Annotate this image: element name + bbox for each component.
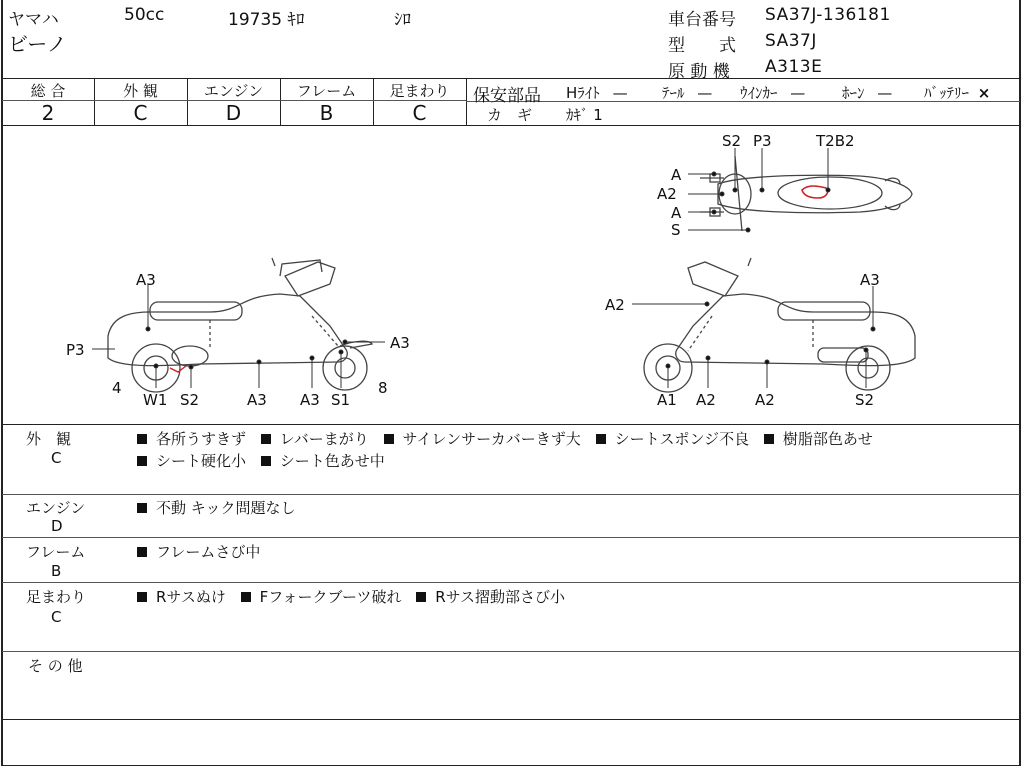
- label-left-a3-body: A3: [247, 391, 267, 409]
- label-top-a3: A: [671, 204, 682, 222]
- grade-frame-label: フレーム: [296, 82, 357, 100]
- damage-mark-left: [170, 366, 186, 372]
- remark-suspension-grade: C: [51, 608, 62, 626]
- label-right-s2: S2: [855, 391, 875, 409]
- remark-engine-cat: エンジン: [26, 499, 86, 517]
- label-left-a3-seat: A3: [136, 271, 156, 289]
- type: SA37J: [765, 31, 817, 51]
- color: ｼﾛ: [394, 10, 411, 30]
- safety-tail: ﾃｰﾙ —: [662, 84, 713, 102]
- label-top-a1: A: [671, 166, 682, 184]
- grade-engine-label: エンジン: [203, 82, 264, 100]
- grade-frame-value: B: [319, 101, 334, 125]
- label-top-p3: P3: [753, 132, 772, 150]
- grade-suspension-value: C: [412, 101, 427, 125]
- frame-no-label: 車台番号: [668, 10, 736, 30]
- engine: A313E: [765, 57, 823, 77]
- remark-frame-cat: フレーム: [26, 543, 86, 561]
- label-left-s2: S2: [180, 391, 200, 409]
- label-right-a1: A1: [657, 391, 677, 409]
- remark-suspension-cat: 足まわり: [26, 588, 87, 606]
- key-value: ｶｷﾞ 1: [566, 106, 603, 124]
- safety-battery: ﾊﾞｯﾃﾘｰ ×: [924, 84, 991, 102]
- label-top-s: S: [671, 221, 681, 239]
- safety-headlight: Hﾗｲﾄ —: [566, 84, 628, 102]
- remark-engine-line-1: 不動 キック問題なし: [137, 497, 305, 518]
- remark-frame-line-1: フレームさび中: [137, 541, 270, 562]
- safety-label: 保安部品: [473, 86, 541, 106]
- label-left-a3-front: A3: [390, 334, 410, 352]
- label-right-a2-front: A2: [605, 296, 625, 314]
- key-label: カ ギ: [487, 106, 533, 124]
- remark-suspension-line-1: Rサスぬけ Fフォークブーツ破れ Rサス摺動部さび小: [137, 586, 575, 607]
- grade-engine-value: D: [225, 101, 242, 125]
- mileage: 19735 ｷﾛ: [228, 10, 305, 30]
- label-left-a3-floor: A3: [300, 391, 320, 409]
- label-left-4: 4: [112, 379, 122, 397]
- scooter-diagram: [0, 126, 1024, 424]
- remark-exterior-grade: C: [51, 449, 62, 467]
- remark-engine-grade: D: [51, 517, 63, 535]
- label-right-a3-seat: A3: [860, 271, 880, 289]
- scooter-top-view: [700, 156, 912, 231]
- remark-exterior-line-1: 各所うすきず レバーまがり サイレンサーカバーきず大 シートスポンジ不良 樹脂部色あせ: [137, 428, 883, 449]
- safety-winker: ｳｲﾝｶｰ —: [740, 84, 806, 102]
- remark-other-cat: そ の 他: [28, 657, 83, 675]
- frame-no: SA37J-136181: [765, 5, 891, 25]
- label-top-a2: A2: [657, 185, 677, 203]
- label-right-a2-body: A2: [755, 391, 775, 409]
- maker: ヤマハ: [8, 10, 59, 30]
- label-top-t2b2: T2B2: [816, 132, 855, 150]
- grade-exterior-value: C: [133, 101, 148, 125]
- label-left-s1: S1: [331, 391, 351, 409]
- displacement: 50cc: [124, 5, 165, 25]
- safety-horn: ﾎｰﾝ —: [842, 84, 893, 102]
- remark-frame-grade: B: [51, 562, 62, 580]
- grade-exterior-label: 外 観: [123, 82, 158, 100]
- label-left-p3: P3: [66, 341, 85, 359]
- label-left-w1: W1: [143, 391, 168, 409]
- label-right-a2-floor: A2: [696, 391, 716, 409]
- remark-exterior-line-2: シート硬化小 シート色あせ中: [137, 450, 395, 471]
- damage-mark-seat-top: [802, 186, 828, 198]
- grade-overall-label: 総 合: [30, 82, 66, 100]
- grade-suspension-label: 足まわり: [389, 82, 450, 100]
- grade-overall-value: 2: [41, 101, 55, 125]
- engine-label: 原 動 機: [668, 62, 730, 82]
- model-name: ビーノ: [8, 32, 67, 56]
- type-label: 型 式: [668, 36, 736, 56]
- label-top-s2: S2: [722, 132, 742, 150]
- label-left-8: 8: [378, 379, 388, 397]
- remark-exterior-cat: 外 観: [26, 430, 72, 448]
